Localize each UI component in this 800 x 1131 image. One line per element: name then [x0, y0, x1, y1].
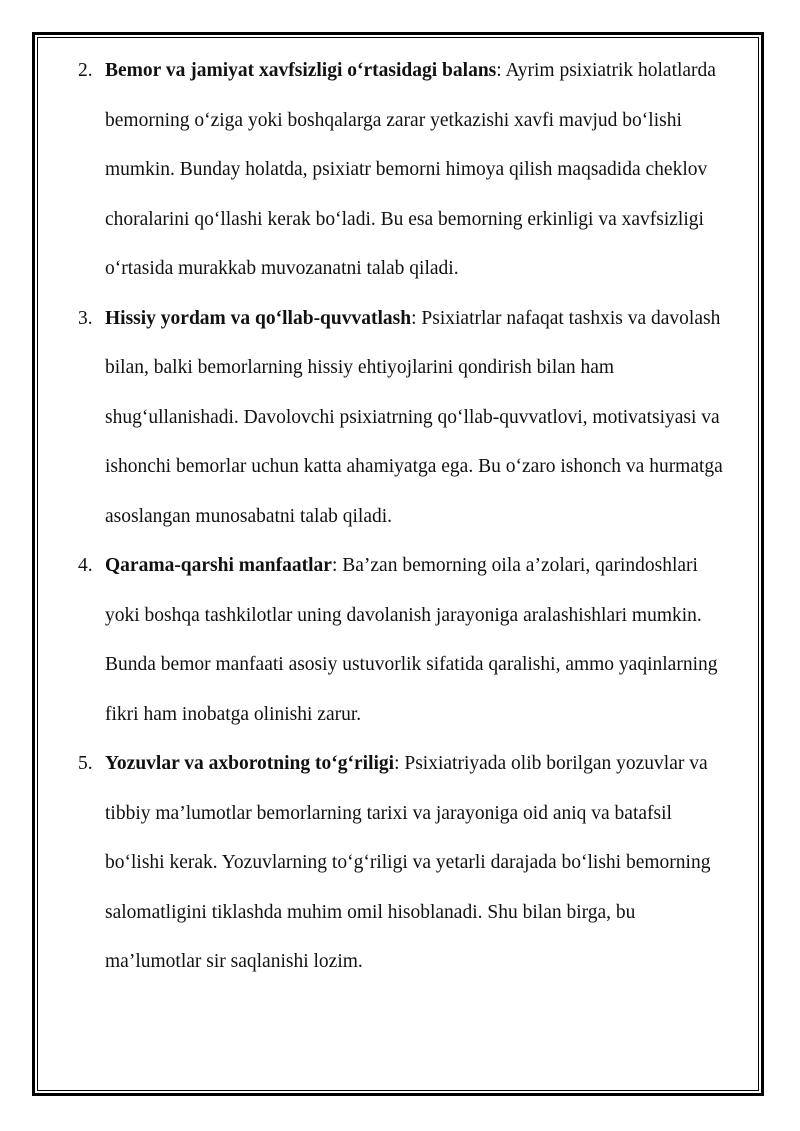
list-item [78, 739, 728, 987]
list-item-number: 4. [78, 555, 93, 576]
list-item-number: 2. [78, 60, 93, 81]
numbered-list [78, 46, 728, 987]
document-body [78, 46, 728, 987]
list-item-text: : Psixiatriyada olib borilgan yozuvlar va tibbiy ma’lumotlar bemorlarning tarixi va jarayoniga oid aniq va batafsil bo‘lishi kerak. Yozuvlarning to‘g‘riligi va yetarli darajada bo‘lishi bemorning salomatligini tiklashda muhim omil hisoblanadi. Shu bilan birga, bu ma’lumotlar sir saqlanishi lozim. [105, 753, 711, 972]
list-item-text: : Psixiatrlar nafaqat tashxis va davolash bilan, balki bemorlarning hissiy ehtiyojlarini qondirish bilan ham shug‘ullanishadi. Davolovchi psixiatrning qo‘llab-quvvatlovi, motivatsiyasi va ishonchi bemorlar uchun katta ahamiyatga ega. Bu o‘zaro ishonch va hurmatga asoslangan munosabatni talab qiladi. [105, 307, 723, 527]
list-item-text: : Ayrim psixiatrik holatlarda bemorning o‘ziga yoki boshqalarga zarar yetkazishi xavfi mavjud bo‘lishi mumkin. Bunday holatda, psixiatr bemorni himoya qilish maqsadida cheklov choralarini qo‘llashi kerak bo‘ladi. Bu esa bemorning erkinligi va xavfsizligi o‘rtasida murakkab muvozanatni talab qiladi. [105, 60, 716, 279]
list-item [78, 294, 728, 542]
list-item-term: Qarama-qarshi manfaatlar [105, 555, 332, 576]
list-item-term: Bemor va jamiyat xavfsizligi o‘rtasidagi balans [105, 60, 497, 81]
list-item [78, 46, 728, 294]
list-item [78, 541, 728, 739]
list-item-text: : Ba’zan bemorning oila a’zolari, qarindoshlari yoki boshqa tashkilotlar uning davolanish jarayoniga aralashishlari mumkin. Bunda bemor manfaati asosiy ustuvorlik sifatida qaralishi, ammo yaqinlarning fikri ham inobatga olinishi zarur. [105, 555, 718, 725]
list-item-number: 3. [78, 307, 93, 329]
list-item-number: 5. [78, 753, 93, 774]
list-item-term: Hissiy yordam va qo‘llab-quvvatlash [105, 307, 412, 329]
list-item-term: Yozuvlar va axborotning to‘g‘riligi [105, 753, 395, 774]
